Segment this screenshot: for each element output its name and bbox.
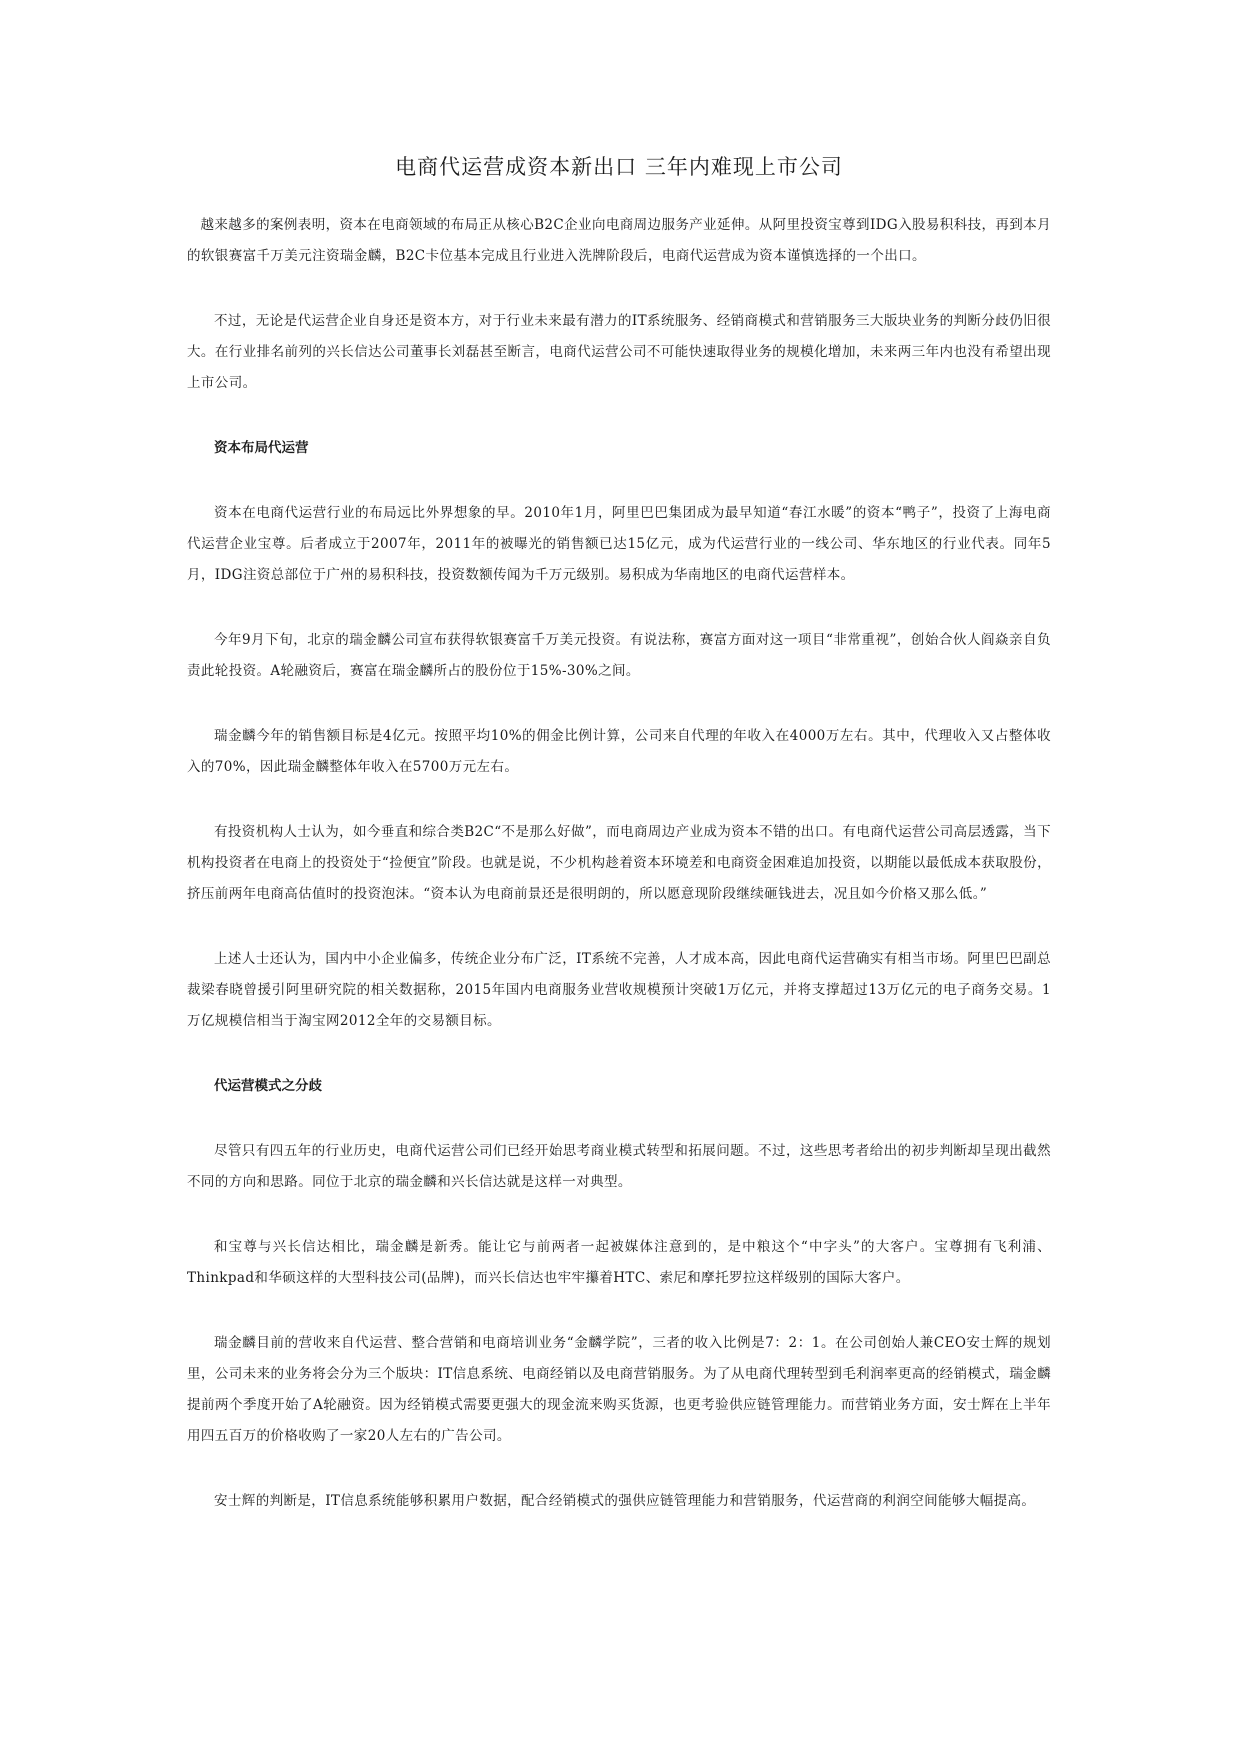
section2-paragraph-1: 尽管只有四五年的行业历史，电商代运营公司们已经开始思考商业模式转型和拓展问题。不过，这些思考者给出的初步判断却呈现出截然不同的方向和思路。同位于北京的瑞金麟和兴长信达就是这样一对典型。 [187,1143,1051,1190]
section1-paragraph-5: 上述人士还认为，国内中小企业偏多，传统企业分布广泛，IT系统不完善，人才成本高，因此电商代运营确实有相当市场。阿里巴巴副总裁梁春晓曾援引阿里研究院的相关数据称，2015年国内电商服务业营收规模预计突破1万亿元，并将支撑超过13万亿元的电子商务交易。1万亿规模信相当于淘宝网2012全年的交易额目标。 [187,951,1051,1029]
section1-paragraph-2: 今年9月下旬，北京的瑞金麟公司宣布获得软银赛富千万美元投资。有说法称，赛富方面对这一项目“非常重视”，创始合伙人阎焱亲自负责此轮投资。A轮融资后，赛富在瑞金麟所占的股份位于15%-30%之间。 [187,632,1051,679]
document-title: 电商代运营成资本新出口 三年内难现上市公司 [395,155,843,179]
intro-paragraph-2: 不过，无论是代运营企业自身还是资本方，对于行业未来最有潜力的IT系统服务、经销商模式和营销服务三大版块业务的判断分歧仍旧很大。在行业排名前列的兴长信达公司董事长刘磊甚至断言，电商代运营公司不可能快速取得业务的规模化增加，未来两三年内也没有希望出现上市公司。 [187,313,1051,391]
section2-paragraph-2: 和宝尊与兴长信达相比，瑞金麟是新秀。能让它与前两者一起被媒体注意到的，是中粮这个“中字头”的大客户。宝尊拥有飞利浦、Thinkpad和华硕这样的大型科技公司(品牌)，而兴长信达也牢牢攥着HTC、索尼和摩托罗拉这样级别的国际大客户。 [187,1239,1051,1286]
intro-paragraph-1: 越来越多的案例表明，资本在电商领域的布局正从核心B2C企业向电商周边服务产业延伸。从阿里投资宝尊到IDG入股易积科技，再到本月的软银赛富千万美元注资瑞金麟，B2C卡位基本完成且行业进入洗牌阶段后，电商代运营成为资本谨慎选择的一个出口。 [187,217,1051,264]
section2-paragraph-4: 安士辉的判断是，IT信息系统能够积累用户数据，配合经销模式的强供应链管理能力和营销服务，代运营商的利润空间能够大幅提高。 [214,1493,1036,1509]
section-heading-model-divergence: 代运营模式之分歧 [214,1078,322,1094]
section-heading-capital-layout: 资本布局代运营 [214,440,309,456]
section1-paragraph-4: 有投资机构人士认为，如今垂直和综合类B2C“不是那么好做”，而电商周边产业成为资本不错的出口。有电商代运营公司高层透露，当下机构投资者在电商上的投资处于“捡便宜”阶段。也就是说，不少机构趁着资本环境差和电商资金困难追加投资，以期能以最低成本获取股份，挤压前两年电商高估值时的投资泡沫。“资本认为电商前景还是很明朗的，所以愿意现阶段继续砸钱进去，况且如今价格又那么低。” [187,824,1051,902]
section2-paragraph-3: 瑞金麟目前的营收来自代运营、整合营销和电商培训业务“金麟学院”，三者的收入比例是7：2：1。在公司创始人兼CEO安士辉的规划里，公司未来的业务将会分为三个版块：IT信息系统、电商经销以及电商营销服务。为了从电商代理转型到毛利润率更高的经销模式，瑞金麟提前两个季度开始了A轮融资。因为经销模式需要更强大的现金流来购买货源，也更考验供应链管理能力。而营销业务方面，安士辉在上半年用四五百万的价格收购了一家20人左右的广告公司。 [187,1335,1051,1444]
section1-paragraph-1: 资本在电商代运营行业的布局远比外界想象的早。2010年1月，阿里巴巴集团成为最早知道“春江水暖”的资本“鸭子”，投资了上海电商代运营企业宝尊。后者成立于2007年，2011年的被曝光的销售额已达15亿元，成为代运营行业的一线公司、华东地区的行业代表。同年5月，IDG注资总部位于广州的易积科技，投资数额传闻为千万元级别。易积成为华南地区的电商代运营样本。 [187,505,1051,583]
section1-paragraph-3: 瑞金麟今年的销售额目标是4亿元。按照平均10%的佣金比例计算，公司来自代理的年收入在4000万左右。其中，代理收入又占整体收入的70%，因此瑞金麟整体年收入在5700万元左右。 [187,728,1051,775]
document-page [187,150,1051,1551]
